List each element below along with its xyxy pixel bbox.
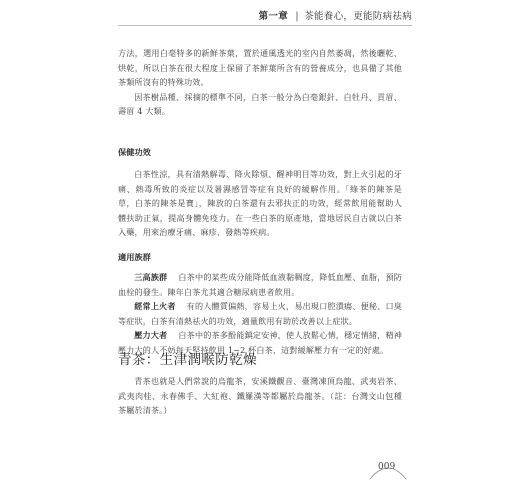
- running-header: [259, 8, 412, 22]
- group-text: 白茶中的某些成分能降低血液黏稠度，降低血壓、血脂，預防血栓的發生。陳年白茶尤其適合糖尿病患者飲用。: [118, 272, 402, 297]
- group-text: 有的人體質偏熱，容易上火，易出現口腔潰瘍、便秘、口臭等症狀，白茶有清熱祛火的功效，適量飲用有助於改善以上症狀。: [118, 301, 402, 326]
- groups-block: [118, 270, 402, 358]
- health-block: [118, 167, 402, 240]
- chapter-label: 第一章: [258, 11, 289, 22]
- groups-heading: 適用族群: [118, 252, 151, 262]
- oolong-paragraph: 青茶也就是人們常說的烏龍茶，安溪鐵觀音、臺灣凍頂烏龍、武夷岩茶、武夷肉桂、永春佛手、大紅袍、鐵羅漢等都屬於烏龍茶。（註：台灣文山包種茶屬於清茶。）: [118, 376, 402, 416]
- header-separator: |: [295, 11, 299, 22]
- group-lead: 三高族群: [134, 272, 168, 282]
- group-lead: 壓力大者: [134, 330, 168, 341]
- oolong-block: [118, 374, 402, 418]
- varieties-paragraph: 因茶樹品種、採摘的標準不同，白茶一般分為白毫銀針、白牡丹、貢眉、壽眉 4 大類。: [118, 91, 402, 117]
- health-heading: 保健功效: [118, 147, 151, 157]
- intro-paragraph: 方法，選用白毫特多的新鮮茶葉，置於通風透光的室內自然萎凋，然後曬乾、烘乾，所以白茶在很大程度上保留了茶鮮葉所含有的營養成分，也具備了其他茶類所沒有的特殊功效。: [118, 48, 402, 88]
- group-text: 白茶中的茶多酚能鎮定安神，使人放鬆心情，穩定情緒，精神壓力大的人不妨每天堅持飲用 1~2 杯白茶，這對緩解壓力有一定的好處。: [118, 330, 402, 355]
- group-item: [118, 270, 402, 299]
- chapter-title: 茶能養心，更能防病祛病: [304, 11, 412, 22]
- intro-block: [118, 46, 402, 119]
- group-lead: 經常上火者: [134, 301, 176, 312]
- group-item: [118, 299, 402, 328]
- page-number: 009: [378, 462, 396, 472]
- header-divider: [118, 25, 412, 26]
- section-title: 青茶：生津潤喉防乾燥: [118, 352, 257, 368]
- health-paragraph: 白茶性涼，具有清熱解毒、降火除煩、醒神明目等功效，對上火引起的牙痛、熱毒所致的炎症以及暑濕感冒等症有良好的緩解作用。「綠茶的陳茶是草，白茶的陳茶是寶」，陳放的白茶還有去邪扶正的功效，經常飲用能幫助人體扶助正氣，提高身體免疫力。在一些白茶的原產地，當地居民自古就以白茶入藥，用來治療牙痛、麻疹、發熱等疾病。: [118, 169, 402, 238]
